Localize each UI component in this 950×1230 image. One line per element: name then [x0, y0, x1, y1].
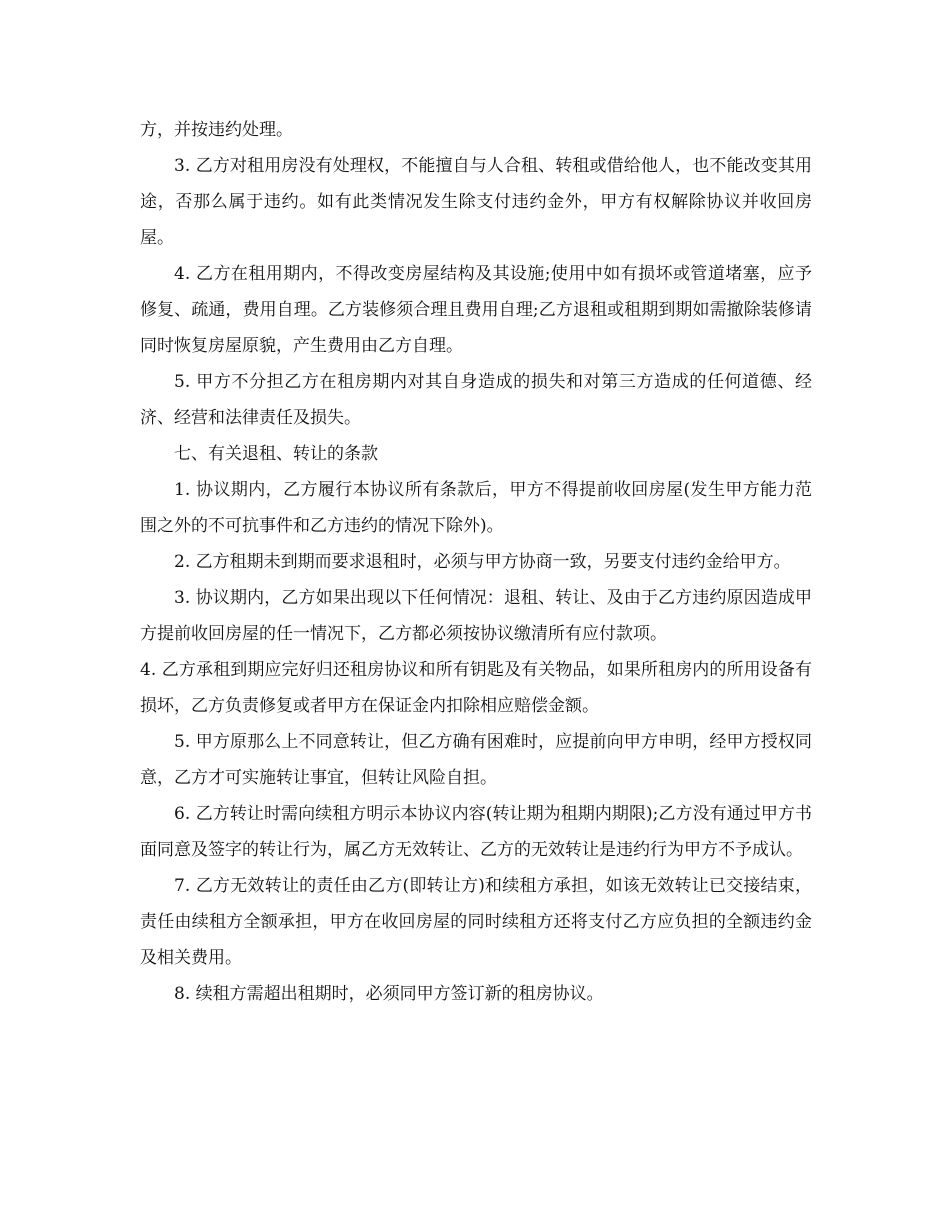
clause-6-4: 4. 乙方在租用期内，不得改变房屋结构及其设施;使用中如有损坏或管道堵塞，应予修复、疏通，费用自理。乙方装修须合理且费用自理;乙方退租或租期到期如需撤除装修请同时恢复房屋原貌，产生费用由乙方自理。: [140, 264, 812, 356]
section-heading-7: 七、有关退租、转让的条款: [174, 444, 378, 464]
clause-7-8: 8. 续租方需超出租期时，必须同甲方签订新的租房协议。: [174, 984, 604, 1004]
clause-7-5: 5. 甲方原那么上不同意转让，但乙方确有困难时，应提前向甲方申明，经甲方授权同意，乙方才可实施转让事宜，但转让风险自担。: [140, 732, 812, 788]
clause-6-5: 5. 甲方不分担乙方在租房期内对其自身造成的损失和对第三方造成的任何道德、经济、经营和法律责任及损失。: [140, 372, 812, 428]
clause-7-1: 1. 协议期内，乙方履行本协议所有条款后，甲方不得提前收回房屋(发生甲方能力范围之外的不可抗事件和乙方违约的情况下除外)。: [140, 480, 812, 536]
paragraph-continuation: 方，并按违约处理。: [140, 120, 293, 140]
clause-6-3: 3. 乙方对租用房没有处理权，不能擅自与人合租、转租或借给他人，也不能改变其用途，否那么属于违约。如有此类情况发生除支付违约金外，甲方有权解除协议并收回房屋。: [140, 156, 812, 248]
document-body: [140, 112, 812, 1012]
clause-7-4: 4. 乙方承租到期应完好归还租房协议和所有钥匙及有关物品，如果所租房内的所用设备有损坏，乙方负责修复或者甲方在保证金内扣除相应赔偿金额。: [140, 660, 812, 716]
clause-7-3: 3. 协议期内，乙方如果出现以下任何情况：退租、转让、及由于乙方违约原因造成甲方提前收回房屋的任一情况下，乙方都必须按协议缴清所有应付款项。: [140, 588, 812, 644]
clause-7-2: 2. 乙方租期未到期而要求退租时，必须与甲方协商一致，另要支付违约金给甲方。: [174, 552, 791, 572]
clause-7-6: 6. 乙方转让时需向续租方明示本协议内容(转让期为租期内期限);乙方没有通过甲方书面同意及签字的转让行为，属乙方无效转让、乙方的无效转让是违约行为甲方不予成认。: [140, 804, 812, 860]
clause-7-7: 7. 乙方无效转让的责任由乙方(即转让方)和续租方承担，如该无效转让已交接结束，责任由续租方全额承担，甲方在收回房屋的同时续租方还将支付乙方应负担的全额违约金及相关费用。: [140, 876, 812, 968]
